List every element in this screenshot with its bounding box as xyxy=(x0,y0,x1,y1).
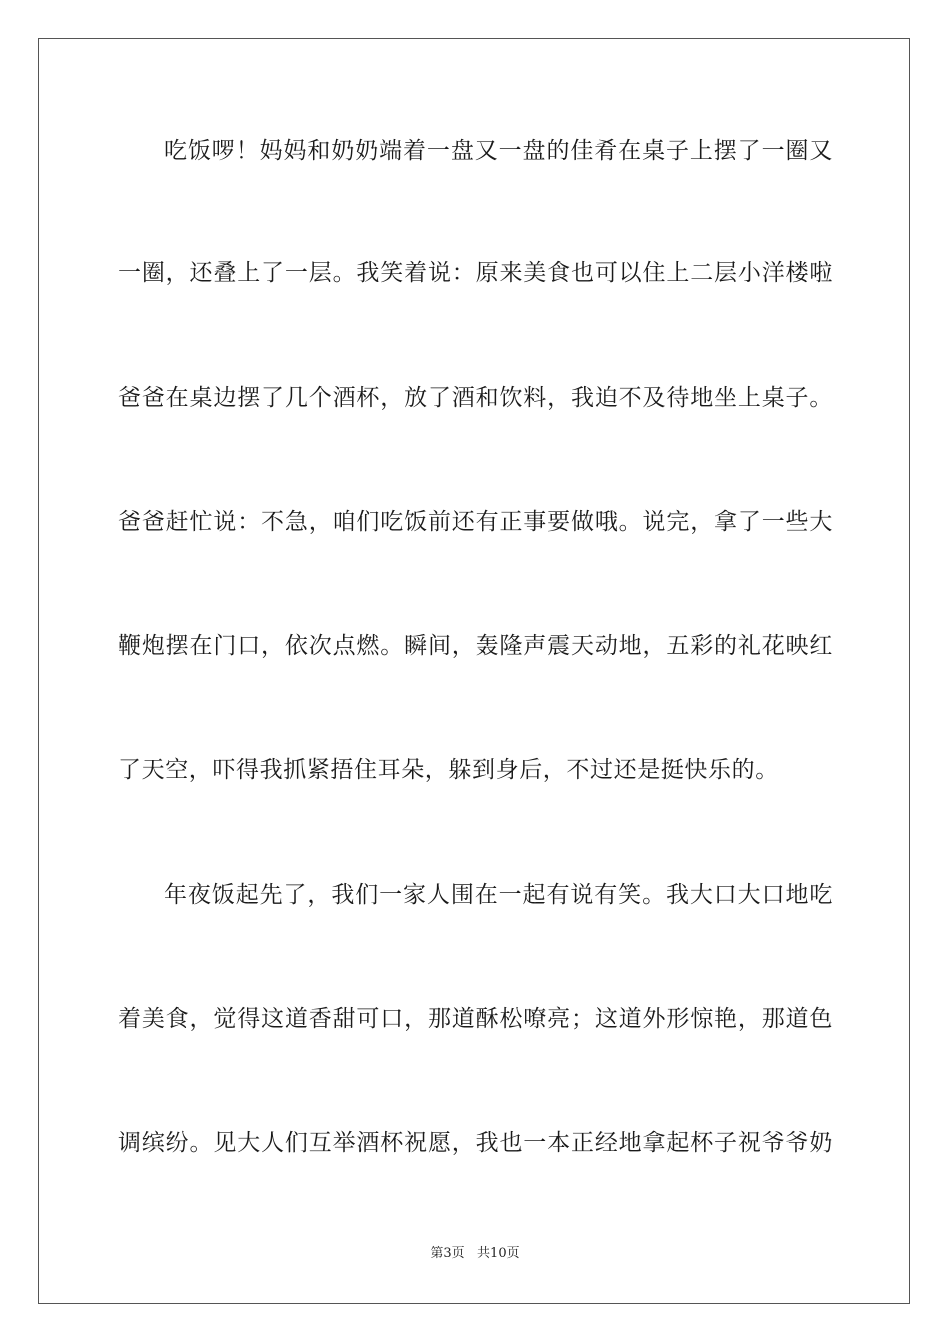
text-line-9: 调缤纷。见大人们互举酒杯祝愿，我也一本正经地拿起杯子祝爷爷奶 xyxy=(118,1130,833,1156)
text-line-1: 吃饭啰！妈妈和奶奶端着一盘又一盘的佳肴在桌子上摆了一圈又 xyxy=(164,138,833,164)
text-line-7: 年夜饭起先了，我们一家人围在一起有说有笑。我大口大口地吃 xyxy=(164,882,833,908)
page-number-footer: 第3页 共10页 xyxy=(430,1246,520,1261)
text-line-2: 一圈，还叠上了一层。我笑着说：原来美食也可以住上二层小洋楼啦 xyxy=(118,260,833,286)
text-line-3: 爸爸在桌边摆了几个酒杯，放了酒和饮料，我迫不及待地坐上桌子。 xyxy=(118,385,833,411)
text-line-8: 着美食，觉得这道香甜可口，那道酥松嘹亮；这道外形惊艳，那道色 xyxy=(118,1006,833,1032)
page-border xyxy=(38,38,910,1304)
text-line-5: 鞭炮摆在门口，依次点燃。瞬间，轰隆声震天动地，五彩的礼花映红 xyxy=(118,633,833,659)
text-line-6: 了天空，吓得我抓紧捂住耳朵，躲到身后，不过还是挺快乐的。 xyxy=(118,757,779,783)
text-line-4: 爸爸赶忙说：不急，咱们吃饭前还有正事要做哦。说完，拿了一些大 xyxy=(118,509,833,535)
